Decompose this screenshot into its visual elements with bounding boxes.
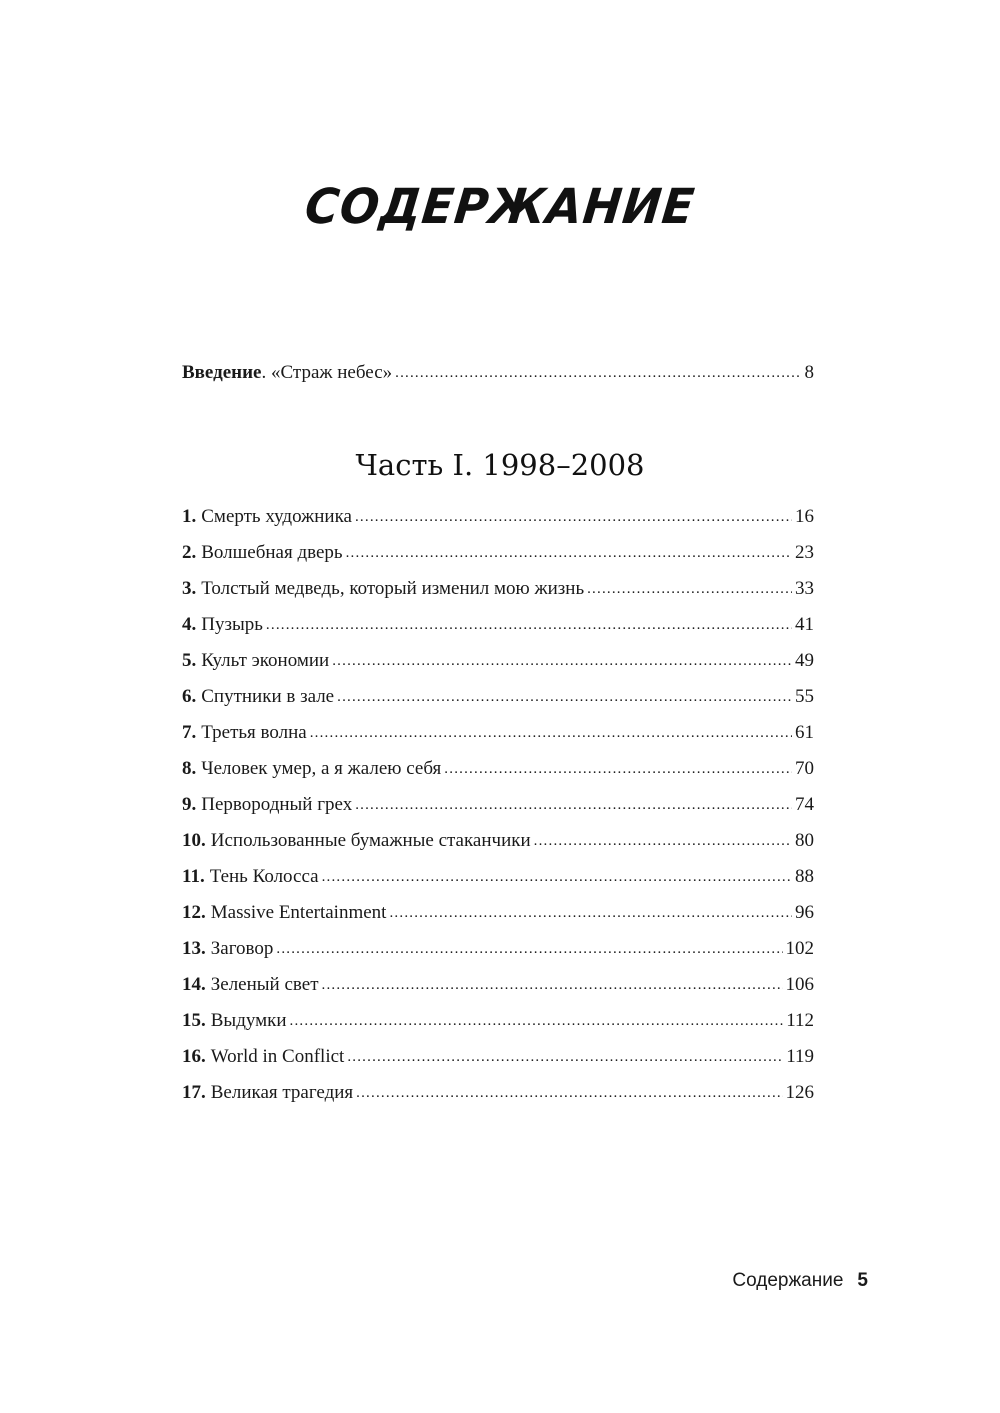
chapter-number: 8. <box>182 758 197 779</box>
chapter-page-number: 80 <box>795 830 814 851</box>
chapter-title: Культ экономии <box>201 650 330 671</box>
dot-leader <box>346 537 792 568</box>
toc-entry[interactable] <box>182 970 814 1000</box>
dot-leader <box>337 681 792 712</box>
toc-entry[interactable] <box>182 934 814 964</box>
toc-entry[interactable] <box>182 826 814 856</box>
toc-entry[interactable] <box>182 898 814 928</box>
page-title: СОДЕРЖАНИЕ <box>302 177 698 235</box>
chapter-number: 16. <box>182 1046 206 1067</box>
chapter-page-number: 55 <box>795 686 814 707</box>
chapter-page-number: 74 <box>795 794 814 815</box>
dot-leader <box>347 1041 783 1072</box>
dot-leader <box>355 789 792 820</box>
chapter-number: 13. <box>182 938 206 959</box>
toc-entry[interactable] <box>182 1078 814 1108</box>
chapter-title: Использованные бумажные стаканчики <box>210 830 531 851</box>
toc-entry[interactable] <box>182 646 814 676</box>
footer-page-number: 5 <box>857 1270 868 1291</box>
chapter-title: Заговор <box>210 938 274 959</box>
chapter-number: 7. <box>182 722 197 743</box>
dot-leader <box>444 753 792 784</box>
chapter-title: Выдумки <box>210 1010 287 1031</box>
dot-leader <box>356 1077 782 1108</box>
toc-entry[interactable] <box>182 790 814 820</box>
toc-entry[interactable] <box>182 574 814 604</box>
chapter-title: Спутники в зале <box>201 686 335 707</box>
dot-leader <box>266 609 792 640</box>
dot-leader <box>332 645 792 676</box>
chapter-title: Смерть художника <box>201 506 352 527</box>
chapter-title: World in Conflict <box>210 1046 345 1067</box>
chapter-page-number: 126 <box>785 1082 814 1103</box>
intro-label: Введение <box>182 362 262 383</box>
chapter-page-number: 119 <box>786 1046 814 1067</box>
dot-leader <box>395 357 801 388</box>
chapter-number: 14. <box>182 974 206 995</box>
chapter-number: 2. <box>182 542 197 563</box>
chapter-number: 6. <box>182 686 197 707</box>
dot-leader <box>322 861 792 892</box>
toc-entry[interactable] <box>182 1042 814 1072</box>
chapter-number: 5. <box>182 650 197 671</box>
dot-leader <box>355 501 792 532</box>
chapter-title: Первородный грех <box>201 794 353 815</box>
toc-entry[interactable] <box>182 682 814 712</box>
toc-entry-introduction[interactable] <box>182 358 814 388</box>
chapter-page-number: 16 <box>795 506 814 527</box>
chapter-page-number: 70 <box>795 758 814 779</box>
dot-leader <box>534 825 792 856</box>
chapter-page-number: 23 <box>795 542 814 563</box>
chapter-page-number: 112 <box>786 1010 814 1031</box>
toc-entry[interactable] <box>182 538 814 568</box>
chapter-number: 1. <box>182 506 197 527</box>
toc-entry[interactable] <box>182 718 814 748</box>
chapter-number: 12. <box>182 902 206 923</box>
dot-leader <box>322 969 783 1000</box>
chapter-page-number: 61 <box>795 722 814 743</box>
chapter-page-number: 106 <box>785 974 814 995</box>
toc-entry[interactable] <box>182 502 814 532</box>
chapter-page-number: 96 <box>795 902 814 923</box>
footer-section-label: Содержание <box>732 1270 844 1291</box>
running-footer <box>732 1270 868 1292</box>
part-heading: Часть I. 1998–2008 <box>355 448 645 482</box>
dot-leader <box>290 1005 784 1036</box>
chapter-title: Человек умер, а я жалею себя <box>201 758 442 779</box>
intro-page-number: 8 <box>804 362 814 383</box>
chapter-number: 15. <box>182 1010 206 1031</box>
chapter-page-number: 88 <box>795 866 814 887</box>
chapter-number: 11. <box>182 866 205 887</box>
chapter-title: Пузырь <box>201 614 263 635</box>
intro-title: . «Страж небес» <box>261 362 393 383</box>
chapter-number: 17. <box>182 1082 206 1103</box>
toc-entry[interactable] <box>182 862 814 892</box>
chapter-page-number: 41 <box>795 614 814 635</box>
chapter-number: 3. <box>182 578 197 599</box>
toc-entry[interactable] <box>182 610 814 640</box>
dot-leader <box>276 933 782 964</box>
chapter-title: Третья волна <box>201 722 307 743</box>
dot-leader <box>389 897 792 928</box>
chapter-page-number: 49 <box>795 650 814 671</box>
dot-leader <box>587 573 792 604</box>
dot-leader <box>310 717 792 748</box>
chapter-number: 9. <box>182 794 197 815</box>
chapter-number: 4. <box>182 614 197 635</box>
chapter-title: Тень Колосса <box>209 866 319 887</box>
chapter-title: Зеленый свет <box>210 974 319 995</box>
toc-entry[interactable] <box>182 1006 814 1036</box>
chapter-page-number: 33 <box>795 578 814 599</box>
toc-entry[interactable] <box>182 754 814 784</box>
chapter-title: Волшебная дверь <box>201 542 343 563</box>
chapter-page-number: 102 <box>785 938 814 959</box>
chapter-title: Толстый медведь, который изменил мою жизнь <box>201 578 585 599</box>
chapter-title: Великая трагедия <box>210 1082 354 1103</box>
chapter-title: Massive Entertainment <box>210 902 387 923</box>
chapter-number: 10. <box>182 830 206 851</box>
